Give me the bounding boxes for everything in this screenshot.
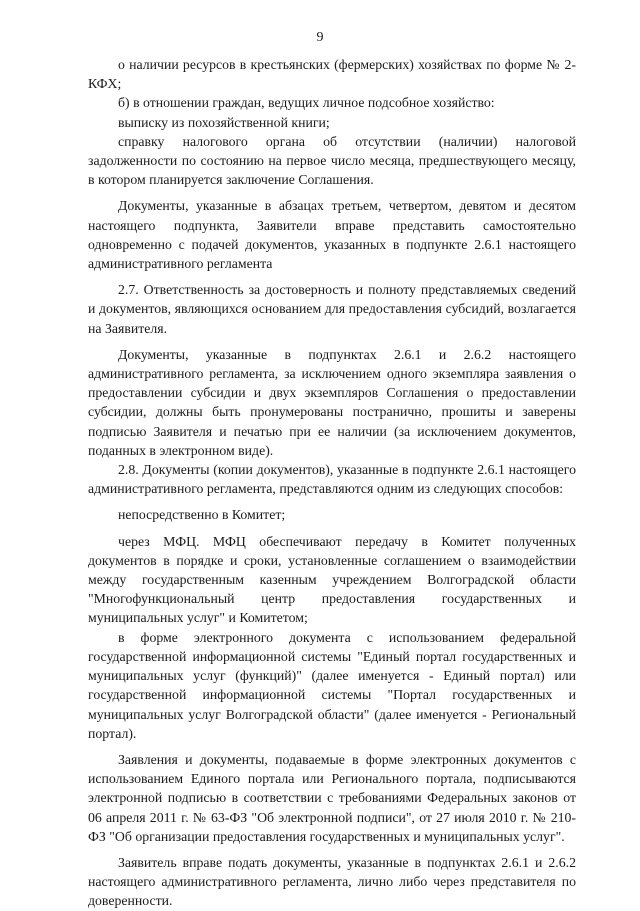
paragraph-directly-committee: непосредственно в Комитет; <box>118 507 286 523</box>
paragraph-electronic-form: в форме электронного документа с использованием федеральной государственной информационной системы "Единый портал государственных и муниципальных услуг (функций)" (далее именуется - Единый портал) или государственной информационной системы "Портал государственных и муниципальных услуг Волгоградской области" (далее именуется - Региональный портал). <box>88 629 576 741</box>
paragraph-electronic-signature: Заявления и документы, подаваемые в форме электронных документов с использованием Единого портала или Регионального портала, подписываются электронной подписью в соответствии с требованиями Федеральных законов от 06 апреля 2011 г. № 63-ФЗ "Об электронной подписи", от 27 июля 2010 г. № 210-ФЗ "Об организации предоставления государственных и муниципальных услуг". <box>88 751 576 844</box>
paragraph-household-extract: выписку из похозяйственной книги; <box>118 114 330 130</box>
page-number: 9 <box>316 30 324 45</box>
paragraph-2-7-responsibility: 2.7. Ответственность за достоверность и полноту представляемых сведений и документов, являющихся основанием для предоставления субсидий, возлагается на Заявителя. <box>88 282 576 336</box>
paragraph-2-8-submission: 2.8. Документы (копии документов), указанные в подпункте 2.6.1 настоящего административного регламента, представляются одним из следующих способов: <box>88 462 576 497</box>
paragraph-citizens-subsidiary: б) в отношении граждан, ведущих личное подсобное хозяйство: <box>118 95 495 111</box>
paragraph-documents-numbering: Документы, указанные в подпунктах 2.6.1 и 2.6.2 настоящего административного регламента, за исключением одного экземпляра заявления о предоставлении субсидии и двух экземпляров Соглашения о предоставлении субсидии, должны быть пронумерованы постранично, прошиты и заверены подписью Заявителя и печатью при ее наличии (за исключением документов, поданных в электронном виде). <box>88 346 576 458</box>
paragraph-via-mfc: через МФЦ. МФЦ обеспечивают передачу в Комитет полученных документов в порядке и сроки, установленные соглашением о взаимодействии между государственным казенным учреждением Волгоградской области "Многофункциональный центр предоставления государственных и муниципальных услуг" и Комитетом; <box>88 533 576 626</box>
document-body <box>88 55 576 911</box>
paragraph-kfh-resources: о наличии ресурсов в крестьянских (фермерских) хозяйствах по форме № 2-КФХ; <box>88 57 576 92</box>
paragraph-submit-in-person: Заявитель вправе подать документы, указанные в подпунктах 2.6.1 и 2.6.2 настоящего административного регламента, лично либо через представителя по доверенности. <box>88 854 576 909</box>
paragraph-tax-certificate: справку налогового органа об отсутствии (наличии) налоговой задолженности по состоянию на первое число месяца, предшествующего месяцу, в котором планируется заключение Соглашения. <box>88 133 576 188</box>
paragraph-documents-optional: Документы, указанные в абзацах третьем, четвертом, девятом и десятом настоящего подпункта, Заявители вправе представить самостоятельно одновременно с подачей документов, указанных в подпункте 2.6.1 настоящего административного регламента <box>88 198 576 272</box>
